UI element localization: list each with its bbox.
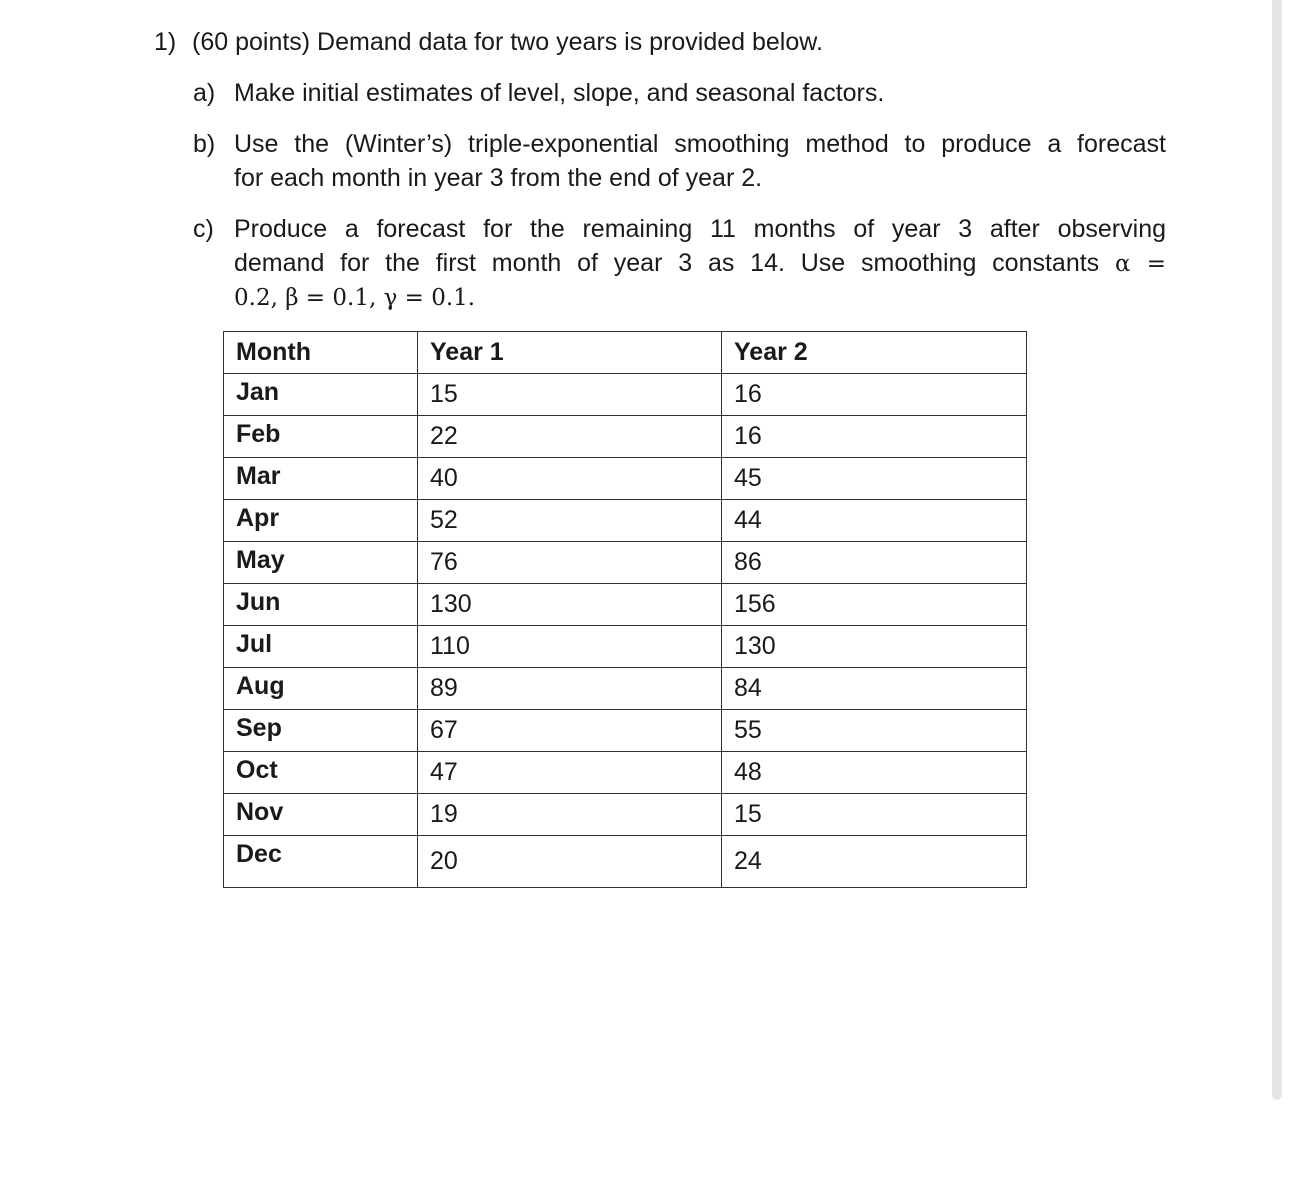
month-cell: Oct — [224, 752, 418, 794]
table-row — [224, 458, 1027, 500]
year-2-cell: 55 — [722, 710, 1027, 752]
month-cell: Sep — [224, 710, 418, 752]
table-row — [224, 626, 1027, 668]
year-1-cell: 22 — [418, 416, 722, 458]
year-1-cell: 89 — [418, 668, 722, 710]
part-c-constants: 0.2, β = 0.1, γ = 0.1. — [234, 285, 476, 311]
question-number: 1) — [154, 28, 177, 56]
year-2-cell: 48 — [722, 752, 1027, 794]
year-1-cell: 110 — [418, 626, 722, 668]
year-2-cell: 45 — [722, 458, 1027, 500]
part-c-line-2 — [234, 246, 1166, 281]
part-c-label: c) — [193, 215, 214, 243]
year-1-cell: 76 — [418, 542, 722, 584]
table-row — [224, 542, 1027, 584]
header-month: Month — [224, 332, 418, 374]
part-a-text — [234, 76, 1166, 110]
part-b-text — [234, 127, 1166, 195]
year-1-cell: 67 — [418, 710, 722, 752]
month-cell: Aug — [224, 668, 418, 710]
table-row — [224, 584, 1027, 626]
month-cell: Jul — [224, 626, 418, 668]
year-1-cell: 47 — [418, 752, 722, 794]
year-2-cell: 44 — [722, 500, 1027, 542]
month-cell: Mar — [224, 458, 418, 500]
part-a-label: a) — [193, 79, 216, 107]
part-b-label: b) — [193, 130, 216, 158]
header-year-1: Year 1 — [418, 332, 722, 374]
table-row — [224, 500, 1027, 542]
year-1-cell: 130 — [418, 584, 722, 626]
vertical-scrollbar[interactable] — [1272, 0, 1282, 1100]
year-2-cell: 16 — [722, 374, 1027, 416]
year-2-cell: 24 — [722, 836, 1027, 888]
month-cell: Nov — [224, 794, 418, 836]
part-c-line-1: Produce a forecast for the remaining 11 months of year 3 after observing — [234, 215, 1166, 243]
month-cell: Feb — [224, 416, 418, 458]
header-year-2: Year 2 — [722, 332, 1027, 374]
month-cell: Jun — [224, 584, 418, 626]
year-1-cell: 19 — [418, 794, 722, 836]
part-b-line-1: Use the (Winter’s) triple-exponential smoothing method to produce a forecast — [234, 130, 1166, 158]
year-1-cell: 15 — [418, 374, 722, 416]
year-2-cell: 130 — [722, 626, 1027, 668]
scrollbar-thumb[interactable] — [1272, 0, 1282, 1100]
year-2-cell: 156 — [722, 584, 1027, 626]
table-header-row — [224, 332, 1027, 374]
table-row — [224, 416, 1027, 458]
month-cell: Apr — [224, 500, 418, 542]
year-2-cell: 84 — [722, 668, 1027, 710]
table-row — [224, 752, 1027, 794]
year-1-cell: 20 — [418, 836, 722, 888]
table-row — [224, 794, 1027, 836]
alpha-symbol: α = — [1115, 251, 1167, 277]
year-2-cell: 15 — [722, 794, 1027, 836]
month-cell: Dec — [224, 836, 418, 888]
month-cell: Jan — [224, 374, 418, 416]
year-2-cell: 86 — [722, 542, 1027, 584]
part-c-text — [234, 212, 1166, 315]
part-c-line-2-text: demand for the first month of year 3 as 14. Use smoothing constants — [234, 249, 1100, 277]
part-b-line-2: for each month in year 3 from the end of year 2. — [234, 164, 763, 192]
table-row — [224, 710, 1027, 752]
year-2-cell: 16 — [722, 416, 1027, 458]
year-1-cell: 40 — [418, 458, 722, 500]
month-cell: May — [224, 542, 418, 584]
demand-table — [223, 331, 1027, 888]
table-row — [224, 836, 1027, 888]
question-heading: (60 points) Demand data for two years is provided below. — [192, 28, 823, 56]
table-row — [224, 668, 1027, 710]
table-row — [224, 374, 1027, 416]
part-a-line-1: Make initial estimates of level, slope, and seasonal factors. — [234, 79, 885, 107]
year-1-cell: 52 — [418, 500, 722, 542]
